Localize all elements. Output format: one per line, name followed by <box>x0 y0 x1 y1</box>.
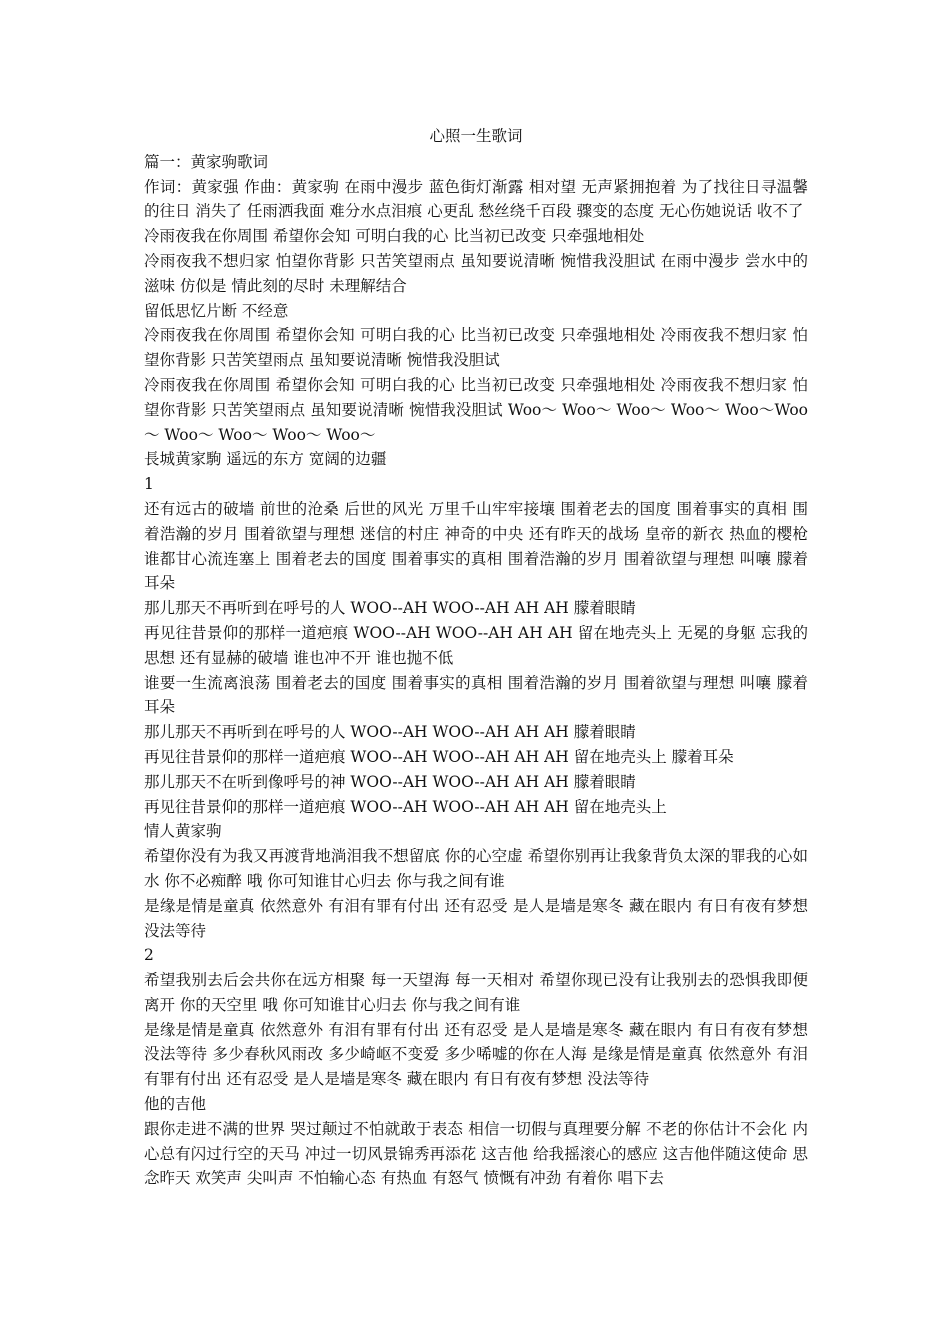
lyric-paragraph: 1 <box>144 475 154 494</box>
lyric-paragraph: 是缘是情是童真 依然意外 有泪有罪有付出 还有忍受 是人是墙是寒冬 藏在眼内 有日有夜有梦想 没法等待 <box>144 896 808 940</box>
lyric-paragraph: 再见往昔景仰的那样一道疤痕 WOO--AH WOO--AH AH AH 留在地壳头上 朦着耳朵 <box>144 747 734 766</box>
lyric-paragraph: 那儿那天不再听到在呼号的人 WOO--AH WOO--AH AH AH 朦着眼睛 <box>144 599 636 618</box>
lyric-paragraph: 作词：黄家强 作曲：黄家驹 在雨中漫步 蓝色街灯渐露 相对望 无声紧拥抱着 为了找往日寻温馨的往日 消失了 任雨洒我面 难分水点泪痕 心更乱 愁丝绕千百段 骤变的态度 无心伤她说话 收不了 <box>144 177 808 221</box>
lyric-paragraph: 他的吉他 <box>144 1095 207 1114</box>
lyric-paragraph: 还有远古的破墙 前世的沧桑 后世的风光 万里千山牢牢接壤 围着老去的国度 围着事实的真相 围着浩瀚的岁月 围着欲望与理想 迷信的村庄 神奇的中央 还有昨天的战场 皇帝的新衣 热血的樱枪 谁都甘心流连塞上 围着老去的国度 围着事实的真相 围着浩瀚的岁月 围着欲望与理想 叫嚷 朦着耳朵 <box>144 499 808 593</box>
lyric-paragraph: 是缘是情是童真 依然意外 有泪有罪有付出 还有忍受 是人是墙是寒冬 藏在眼内 有日有夜有梦想 没法等待 多少春秋风雨改 多少崎岖不变爱 多少唏嘘的你在人海 是缘是情是童真 依然意外 有泪有罪有付出 还有忍受 是人是墙是寒冬 藏在眼内 有日有夜有梦想 没法等待 <box>144 1020 808 1089</box>
lyric-paragraph: 長城黄家駒 遥远的东方 宽阔的边疆 <box>144 450 387 469</box>
lyric-paragraph: 冷雨夜我在你周围 希望你会知 可明白我的心 比当初已改变 只牵强地相处 冷雨夜我不想归家 怕望你背影 只苦笑望雨点 虽知要说清晰 惋惜我没胆试 Woo～ Woo～ Woo～ Woo～ Woo～Woo～ Woo～ Woo～ Woo～ Woo～ <box>144 375 808 444</box>
lyric-paragraph: 希望你没有为我又再渡背地淌泪我不想留底 你的心空虚 希望你别再让我象背负太深的罪我的心如水 你不必痴醉 哦 你可知谁甘心归去 你与我之间有谁 <box>144 847 808 890</box>
document-body <box>144 150 808 1191</box>
lyric-paragraph: 希望我别去后会共你在远方相聚 每一天望海 每一天相对 希望你现已没有让我别去的恐惧我即便离开 你的天空里 哦 你可知谁甘心归去 你与我之间有谁 <box>144 971 808 1014</box>
lyric-paragraph: 再见往昔景仰的那样一道疤痕 WOO--AH WOO--AH AH AH 留在地壳头上 无冕的身躯 忘我的思想 还有显赫的破墙 谁也冲不开 谁也抛不低 <box>144 623 808 667</box>
lyric-paragraph: 那儿那天不再听到在呼号的人 WOO--AH WOO--AH AH AH 朦着眼睛 <box>144 723 636 742</box>
document-title: 心照一生歌词 <box>429 127 523 145</box>
lyric-paragraph: 2 <box>144 946 154 965</box>
lyric-paragraph: 那儿那天不在听到像呼号的神 WOO--AH WOO--AH AH AH 朦着眼睛 <box>144 772 636 791</box>
lyric-paragraph: 冷雨夜我在你周围 希望你会知 可明白我的心 比当初已改变 只牵强地相处 冷雨夜我不想归家 怕望你背影 只苦笑望雨点 虽知要说清晰 惋惜我没胆试 <box>144 326 808 370</box>
lyric-paragraph: 再见往昔景仰的那样一道疤痕 WOO--AH WOO--AH AH AH 留在地壳头上 <box>144 797 667 816</box>
lyric-paragraph: 情人黄家驹 <box>144 822 222 841</box>
lyric-paragraph: 冷雨夜我不想归家 怕望你背影 只苦笑望雨点 虽知要说清晰 惋惜我没胆试 在雨中漫步 尝水中的滋味 仿似是 情此刻的尽时 未理解结合 <box>144 251 808 295</box>
lyric-paragraph: 谁要一生流离浪荡 围着老去的国度 围着事实的真相 围着浩瀚的岁月 围着欲望与理想 叫嚷 朦着耳朵 <box>144 673 808 717</box>
lyric-paragraph: 冷雨夜我在你周围 希望你会知 可明白我的心 比当初已改变 只牵强地相处 <box>144 227 645 246</box>
lyric-paragraph: 留低思忆片断 不经意 <box>144 301 289 320</box>
document-page <box>144 124 808 1191</box>
lyric-paragraph: 篇一：黄家驹歌词 <box>144 152 269 171</box>
lyric-paragraph: 跟你走进不满的世界 哭过颠过不怕就敢于表态 相信一切假与真理要分解 不老的你估计不会化 内心总有闪过行空的天马 冲过一切风景锦秀再添花 这吉他 给我摇滚心的感应 这吉他伴随这使命 思念昨天 欢笑声 尖叫声 不怕输心态 有热血 有怒气 愤慨有冲劲 有着你 唱下去 <box>144 1119 808 1188</box>
